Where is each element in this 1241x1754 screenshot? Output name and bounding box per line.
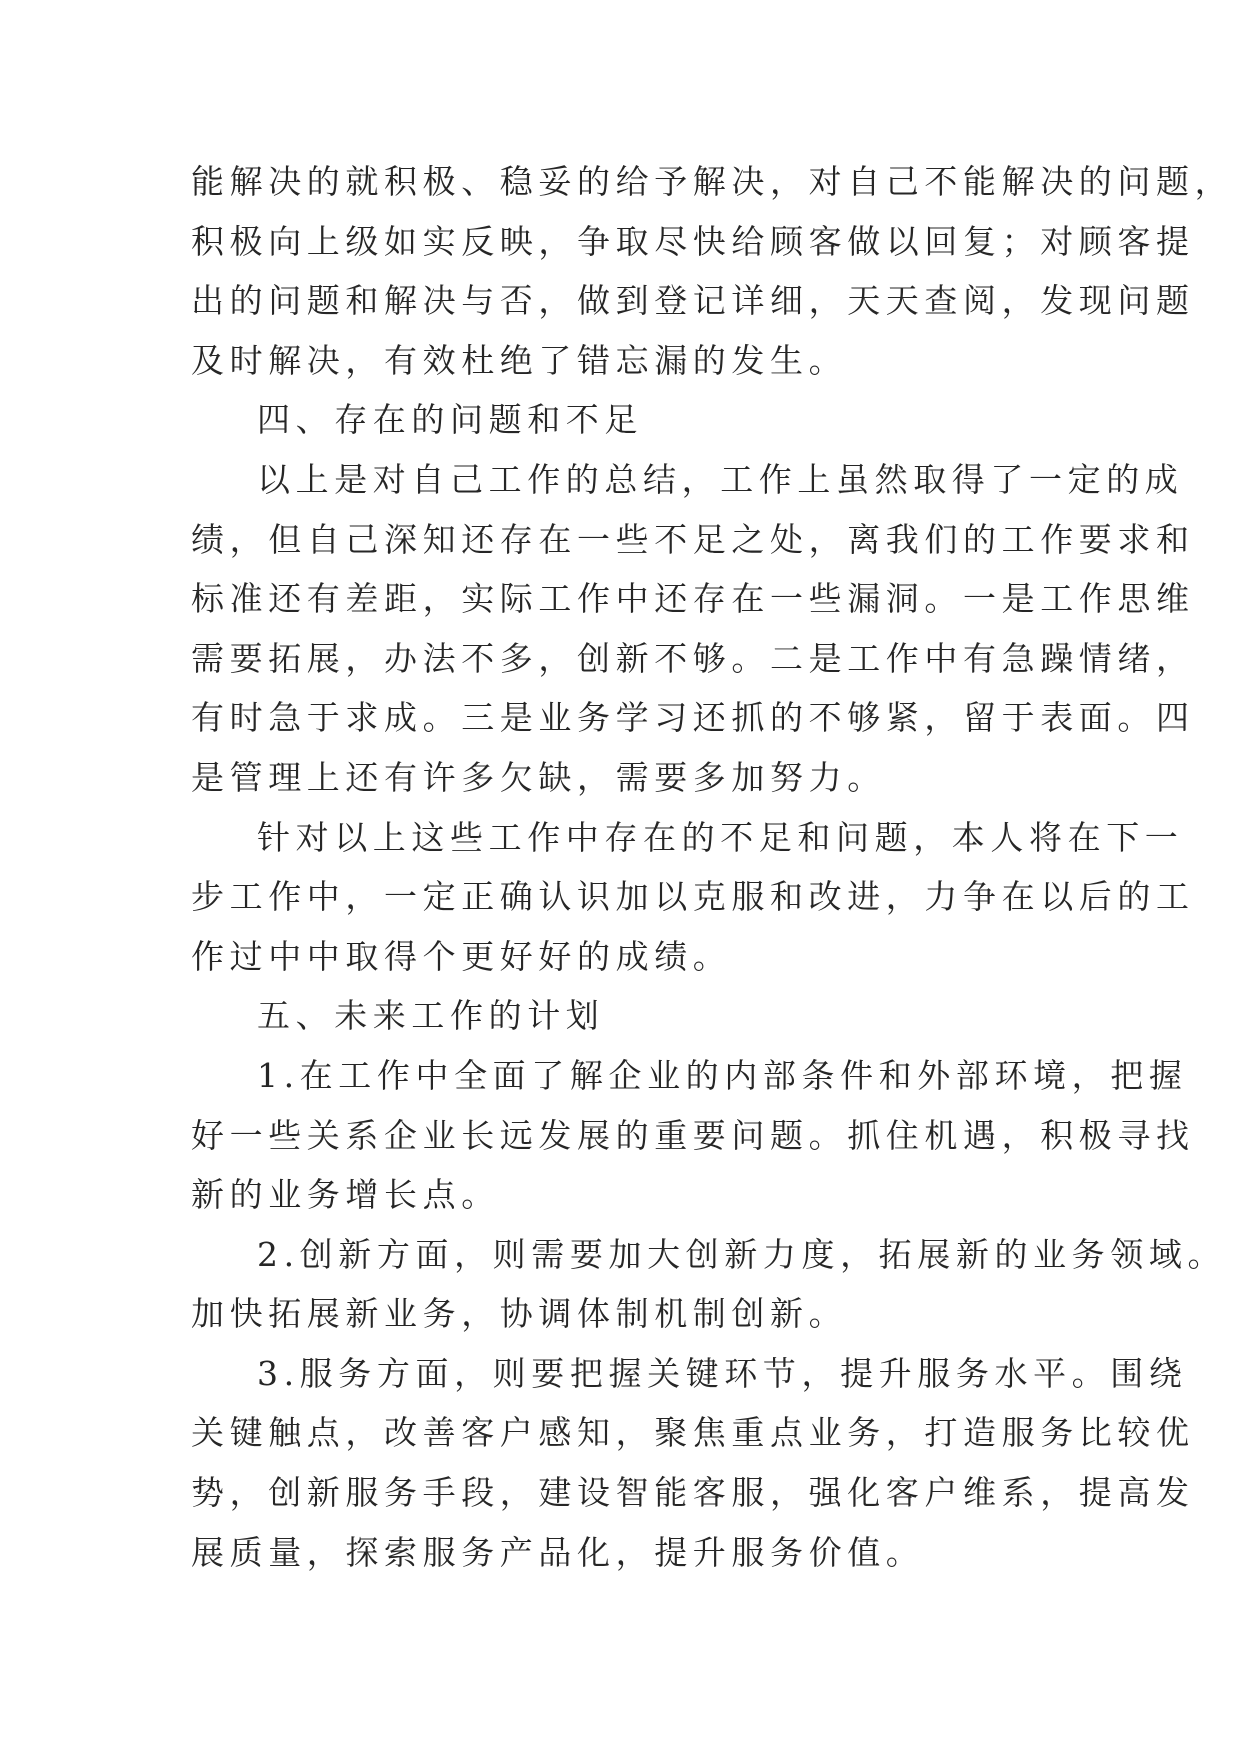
text-line: 好一些关系企业长远发展的重要问题。抓住机遇，积极寻找	[191, 1115, 1195, 1155]
text-line: 3.服务方面，则要把握关键环节，提升服务水平。围绕	[257, 1353, 1188, 1393]
section-heading: 五、未来工作的计划	[257, 996, 605, 1036]
text-line: 势，创新服务手段，建设智能客服，强化客户维系，提高发	[191, 1473, 1195, 1513]
text-line: 需要拓展，办法不多，创新不够。二是工作中有急躁情绪，	[191, 638, 1195, 678]
text-line: 能解决的就积极、稳妥的给予解决，对自己不能解决的问题，	[191, 162, 1234, 201]
text-line: 绩，但自己深知还存在一些不足之处，离我们的工作要求和	[191, 519, 1195, 559]
text-line: 2.创新方面，则需要加大创新力度，拓展新的业务领域。	[257, 1234, 1227, 1274]
text-line: 积极向上级如实反映，争取尽快给顾客做以回复；对顾客提	[191, 221, 1195, 261]
text-line: 有时急于求成。三是业务学习还抓的不够紧，留于表面。四	[191, 698, 1195, 738]
text-line: 作过中中取得个更好好的成绩。	[191, 936, 732, 976]
section-heading: 四、存在的问题和不足	[257, 400, 643, 440]
text-line: 以上是对自己工作的总结，工作上虽然取得了一定的成	[257, 459, 1184, 499]
text-line: 加快拓展新业务，协调体制机制创新。	[191, 1294, 848, 1334]
text-line: 1.在工作中全面了解企业的内部条件和外部环境，把握	[257, 1055, 1188, 1095]
text-line: 及时解决，有效杜绝了错忘漏的发生。	[191, 340, 848, 380]
text-line: 标准还有差距，实际工作中还存在一些漏洞。一是工作思维	[191, 579, 1195, 619]
text-line: 步工作中，一定正确认识加以克服和改进，力争在以后的工	[191, 877, 1195, 917]
text-line: 展质量，探索服务产品化，提升服务价值。	[191, 1532, 925, 1572]
text-line: 针对以上这些工作中存在的不足和问题，本人将在下一	[257, 817, 1184, 857]
text-line: 新的业务增长点。	[191, 1175, 500, 1215]
text-line: 关键触点，改善客户感知，聚焦重点业务，打造服务比较优	[191, 1413, 1195, 1453]
text-line: 是管理上还有许多欠缺，需要多加努力。	[191, 757, 886, 797]
document-body	[191, 152, 1234, 1582]
text-line: 出的问题和解决与否，做到登记详细，天天查阅，发现问题	[191, 281, 1195, 321]
